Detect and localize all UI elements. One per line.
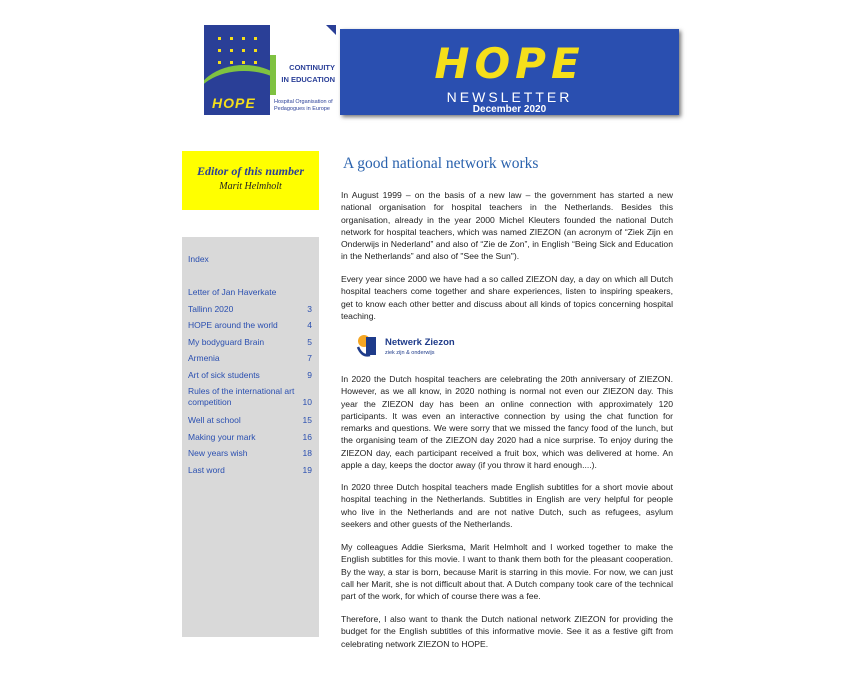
hope-logo [204, 25, 270, 115]
continuity-line1: CONTINUITY [289, 63, 335, 72]
index-item[interactable]: Art of sick students 9 [188, 370, 312, 380]
ziezon-name: Netwerk Ziezon [385, 337, 455, 348]
editor-box [182, 151, 319, 210]
newsletter-header [204, 25, 679, 115]
index-item[interactable]: Rules of the international art competition 10 [188, 386, 312, 407]
article-paragraph: My colleagues Addie Sierksma, Marit Helmholt and I worked together to make the English subtitles for this movie. I want to thank them both for the pleasant cooperation. By the way, a star is born, because Marit is starring in this movie. For now, we can just call her Marit, she is not difficult about that. A Dutch company took care of the technical part of the work, for which of course there was a fee. [341, 542, 673, 602]
index-box [182, 237, 319, 637]
ziezon-icon [355, 333, 381, 359]
article-paragraph: In 2020 the Dutch hospital teachers are celebrating the 20th anniversary of ZIEZON. However, as we all know, in 2020 nothing is normal not even our ZIEZON day. This year the ZIEZON day has been an online connection with approximately 120 participants. It was even an interactive connection by using the chat function for remarks and questions. We were sorry that we missed the fancy food of the lunch, but the organising team of the ZIEZON day 2020 had a nice surprise. To enjoy during the ZIEZON day, each participant received a fruit box, which was delivered at home. An apple a day, keeps the doctor away (if you throw it hard enough....). [341, 374, 673, 471]
article-paragraph: Every year since 2000 we have had a so called ZIEZON day, a day on which all Dutch hospital teachers come together and share experiences, listen to inspiring speakers, get to know each other better and discuss about all kinds of topics concerning hospital teaching. [341, 274, 673, 321]
editor-title: Editor of this number [196, 164, 305, 178]
issue-date: December 2020 [472, 104, 547, 115]
org-subtitle: Hospital Organisation of Pedagogues in Europe [274, 99, 333, 112]
article-title: A good national network works [343, 155, 539, 172]
index-item[interactable]: Making your mark 16 [188, 432, 312, 442]
index-item[interactable]: Letter of Jan Haverkate [188, 287, 277, 297]
continuity-logo [270, 25, 337, 115]
index-item[interactable]: HOPE around the world 4 [188, 320, 312, 330]
newsletter-title: HOPE [434, 39, 585, 88]
index-item[interactable]: Tallinn 2020 3 [188, 304, 312, 314]
netwerk-ziezon-logo [355, 331, 465, 361]
editor-name: Marit Helmholt [219, 181, 282, 192]
index-item[interactable]: Well at school 15 [188, 415, 312, 425]
logo-hope-text: HOPE [212, 95, 256, 111]
article-paragraph: Therefore, I also want to thank the Dutch national network ZIEZON for providing the budget for the English subtitles of this informative movie. See it as a festive gift from celebrating network ZIEZON to HOPE. [341, 614, 673, 649]
article-paragraph: In 2020 three Dutch hospital teachers made English subtitles for a short movie about hospital teaching in the Netherlands. Subtitles in English are very helpful for people who live in the Netherlands and are not native Dutch, such as refugees, asylum seekers and other guests of the Netherlands. [341, 482, 673, 529]
index-item[interactable]: New years wish 18 [188, 448, 312, 458]
index-item[interactable]: Armenia 7 [188, 353, 312, 363]
continuity-line2: IN EDUCATION [281, 75, 335, 84]
article-paragraph: In August 1999 – on the basis of a new law – the government has started a new national organisation for hospital teachers in the Netherlands. Besides this organisation, already in the year 2000 Michel Kleuters founded the national Dutch network for hospital teachers, which was named ZIEZON (an acronym of “Ziek Zijn en Onderwijs in Nederland” and also of “Zie de Zon”, in English “Being Sick and Education in the Netherlands” and also of "See the Sun"). [341, 190, 673, 262]
ziezon-tagline: ziek zijn & onderwijs [385, 350, 435, 356]
newsletter-label: NEWSLETTER [446, 89, 573, 105]
index-item[interactable]: Last word 19 [188, 465, 312, 475]
index-title: Index [188, 254, 209, 264]
page-corner [326, 25, 336, 35]
title-banner [340, 29, 679, 115]
index-item[interactable]: My bodyguard Brain 5 [188, 337, 312, 347]
